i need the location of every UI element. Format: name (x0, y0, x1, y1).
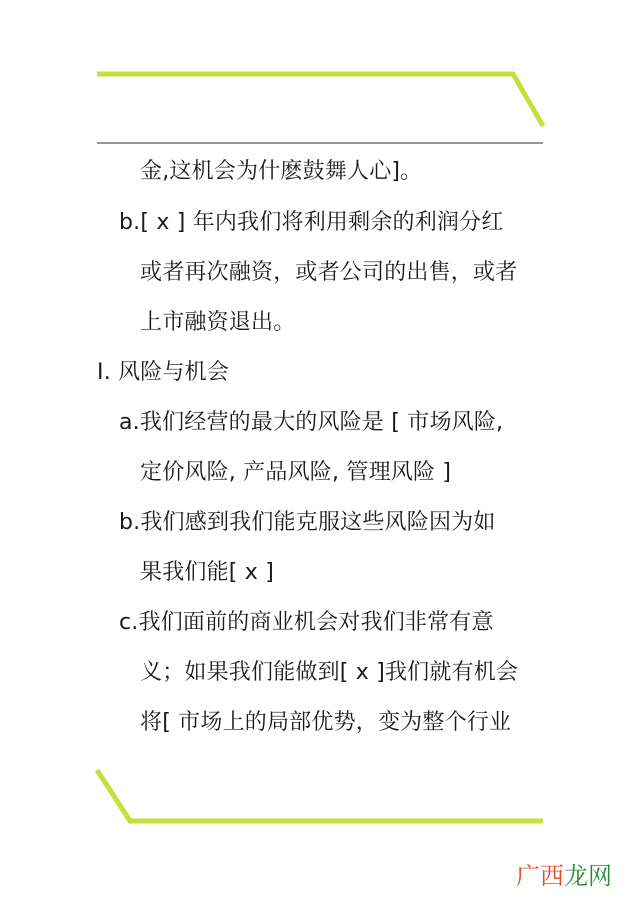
text-line-4: 上市融资退出。 (140, 310, 296, 335)
text-line-11: 义；如果我们能做到[ x ]我们就有机会 (140, 660, 519, 685)
text-line-3: 或者再次融资，或者公司的出售，或者 (140, 260, 518, 285)
watermark-part-2: 龙网 (564, 862, 612, 890)
text-line-7: 定价风险, 产品风险, 管理风险 ] (140, 460, 452, 485)
text-line-2: b.[ x ] 年内我们将利用剩余的利润分红 (119, 210, 504, 235)
text-line-10: c.我们面前的商业机会对我们非常有意 (119, 610, 494, 635)
text-line-6: a.我们经营的最大的风险是 [ 市场风险, (119, 410, 504, 435)
bottom-accent-line (97, 770, 543, 821)
text-line-12: 将[ 市场上的局部优势，变为整个行业 (140, 710, 512, 735)
section-heading: I. 风险与机会 (97, 360, 230, 385)
top-accent-line (97, 74, 543, 126)
text-line-1: 金,这机会为什麽鼓舞人心]。 (140, 159, 423, 184)
site-watermark (516, 861, 612, 891)
text-line-8: b.我们感到我们能克服这些风险因为如 (119, 510, 496, 535)
text-line-9: 果我们能[ x ] (140, 560, 274, 585)
watermark-part-1: 广西 (516, 862, 564, 890)
